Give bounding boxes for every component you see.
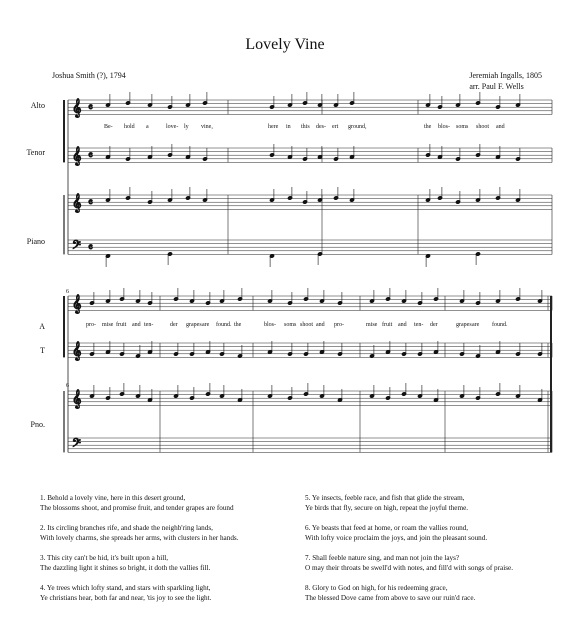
verse-line: 5. Ye insects, feeble race, and fish that glide the stream, <box>305 494 465 502</box>
lyric-syllable: are <box>202 322 210 328</box>
verse-line: 1. Behold a lovely vine, here in this desert ground, <box>40 494 186 502</box>
verse <box>305 553 513 573</box>
lyric-syllable: ten- <box>144 322 154 328</box>
treble-clef: 𝄞 <box>72 146 82 165</box>
lyric-syllable: hold <box>124 124 135 130</box>
common-time-signature: 𝄴 <box>88 241 93 254</box>
verse-line: The blessed Dove came from above to save our ruin'd race. <box>305 594 476 602</box>
treble-clef: 𝄞 <box>72 98 82 117</box>
lyric-syllable: here <box>268 124 279 130</box>
piano-label-short: Pno. <box>30 420 45 429</box>
lyric-syllable: vine, <box>201 124 213 130</box>
lyric-syllable: the <box>424 124 432 130</box>
verse-line: 7. Shall feeble nature sing, and man not join the lays? <box>305 554 460 562</box>
lyric-syllable: ground, <box>348 124 367 130</box>
lyric-syllable: and <box>316 322 325 328</box>
treble-clef: 𝄞 <box>72 294 82 313</box>
lyric-syllable: in <box>286 124 291 130</box>
verse <box>40 523 239 543</box>
verse-line: 8. Glory to God on high, for his redeeming grace, <box>305 584 448 592</box>
lyric-syllable: found. <box>216 322 232 328</box>
lyric-syllable: this <box>301 124 310 130</box>
verse-line: 3. This city can't be hid, it's built upon a hill, <box>40 554 169 562</box>
lyric-syllable: shoot <box>476 124 490 130</box>
tenor-label: Tenor <box>26 148 45 157</box>
lyric-syllable: blos- <box>438 124 450 130</box>
piano-label: Piano <box>26 237 45 246</box>
verse-line: With lovely charms, she spreads her arms, with clusters in her hands. <box>40 534 239 542</box>
verse <box>40 553 239 573</box>
lyric-syllable: and <box>496 124 505 130</box>
verse-line: 4. Ye trees which lofty stand, and stars with sparkling light, <box>40 584 211 592</box>
verse-line: The blossoms shoot, and promise fruit, and tender grapes are found <box>40 504 234 512</box>
verse-line: 6. Ye beasts that feed at home, or roam the vallies round, <box>305 524 469 532</box>
verse <box>40 493 239 513</box>
verse <box>40 583 239 603</box>
lyric-syllable: shoot <box>300 322 314 328</box>
verse-line: 2. Its circling branches rife, and shade the neighb'ring lands, <box>40 524 213 532</box>
lyric-syllable: blos- <box>264 322 276 328</box>
bass-clef: 𝄢 <box>72 437 82 453</box>
lyric-syllable: pro- <box>86 322 96 328</box>
lyric-syllable: mise <box>366 322 378 328</box>
alto-label-short: A <box>39 322 45 331</box>
lyric-syllable: ten- <box>414 322 424 328</box>
measure-number: 6 <box>66 289 69 295</box>
composer-line: Jeremiah Ingalls, 1805 <box>469 71 542 80</box>
song-title: Lovely Vine <box>245 36 325 53</box>
lyric-syllable: mise <box>102 322 114 328</box>
lyric-syllable: fruit <box>382 322 393 328</box>
common-time-signature: 𝄴 <box>88 101 93 114</box>
verse-line: With lofty voice proclaim the joys, and join the pleasant sound. <box>305 534 488 542</box>
treble-clef: 𝄞 <box>72 389 82 408</box>
common-time-signature: 𝄴 <box>88 149 93 162</box>
verse <box>305 523 513 543</box>
lyric-syllable: fruit <box>116 322 127 328</box>
verses-column-right <box>305 493 513 613</box>
treble-clef: 𝄞 <box>72 193 82 212</box>
lyric-syllable: found. <box>492 322 508 328</box>
verse-line: O may their throats be swell'd with notes, and fill'd with songs of praise. <box>305 564 513 572</box>
measure-number-piano: 6 <box>66 383 69 389</box>
alto-label: Alto <box>30 101 45 110</box>
tenor-label-short: T <box>40 346 45 355</box>
verse <box>305 493 513 513</box>
lyric-syllable: the <box>234 322 242 328</box>
lyric-syllable: ly <box>184 124 189 130</box>
lyric-syllable: soms <box>456 124 469 130</box>
bass-clef: 𝄢 <box>72 239 82 255</box>
lyric-syllable: der <box>430 322 438 328</box>
verse-line: Ye birds that fly, secure on high, repeat the joyful theme. <box>305 504 469 512</box>
lyric-syllable: grapes <box>186 322 202 328</box>
verse-line: Ye christians hear, both far and near, 'tis joy to see the light. <box>40 594 212 602</box>
lyric-syllable: des- <box>316 124 326 130</box>
lyric-syllable: and <box>132 322 141 328</box>
verses-column-left <box>40 493 239 613</box>
lyric-syllable: and <box>398 322 407 328</box>
lyric-syllable: ert <box>332 124 339 130</box>
lyric-syllable: grapes <box>456 322 472 328</box>
verse <box>305 583 513 603</box>
lyric-syllable: Be- <box>104 124 113 130</box>
lyricist-credit: Joshua Smith (?), 1794 <box>52 71 126 80</box>
lyric-syllable: der <box>170 322 178 328</box>
arranger-line: arr. Paul F. Wells <box>469 82 524 91</box>
lyric-syllable: are <box>472 322 480 328</box>
lyric-syllable: soms <box>284 322 297 328</box>
verse-line: The dazzling light it shines so bright, it doth the vallies fill. <box>40 564 211 572</box>
common-time-signature: 𝄴 <box>88 196 93 209</box>
lyric-syllable: love- <box>166 124 179 130</box>
treble-clef: 𝄞 <box>72 341 82 360</box>
lyric-syllable: a <box>146 124 149 130</box>
lyric-syllable: pro- <box>334 322 344 328</box>
